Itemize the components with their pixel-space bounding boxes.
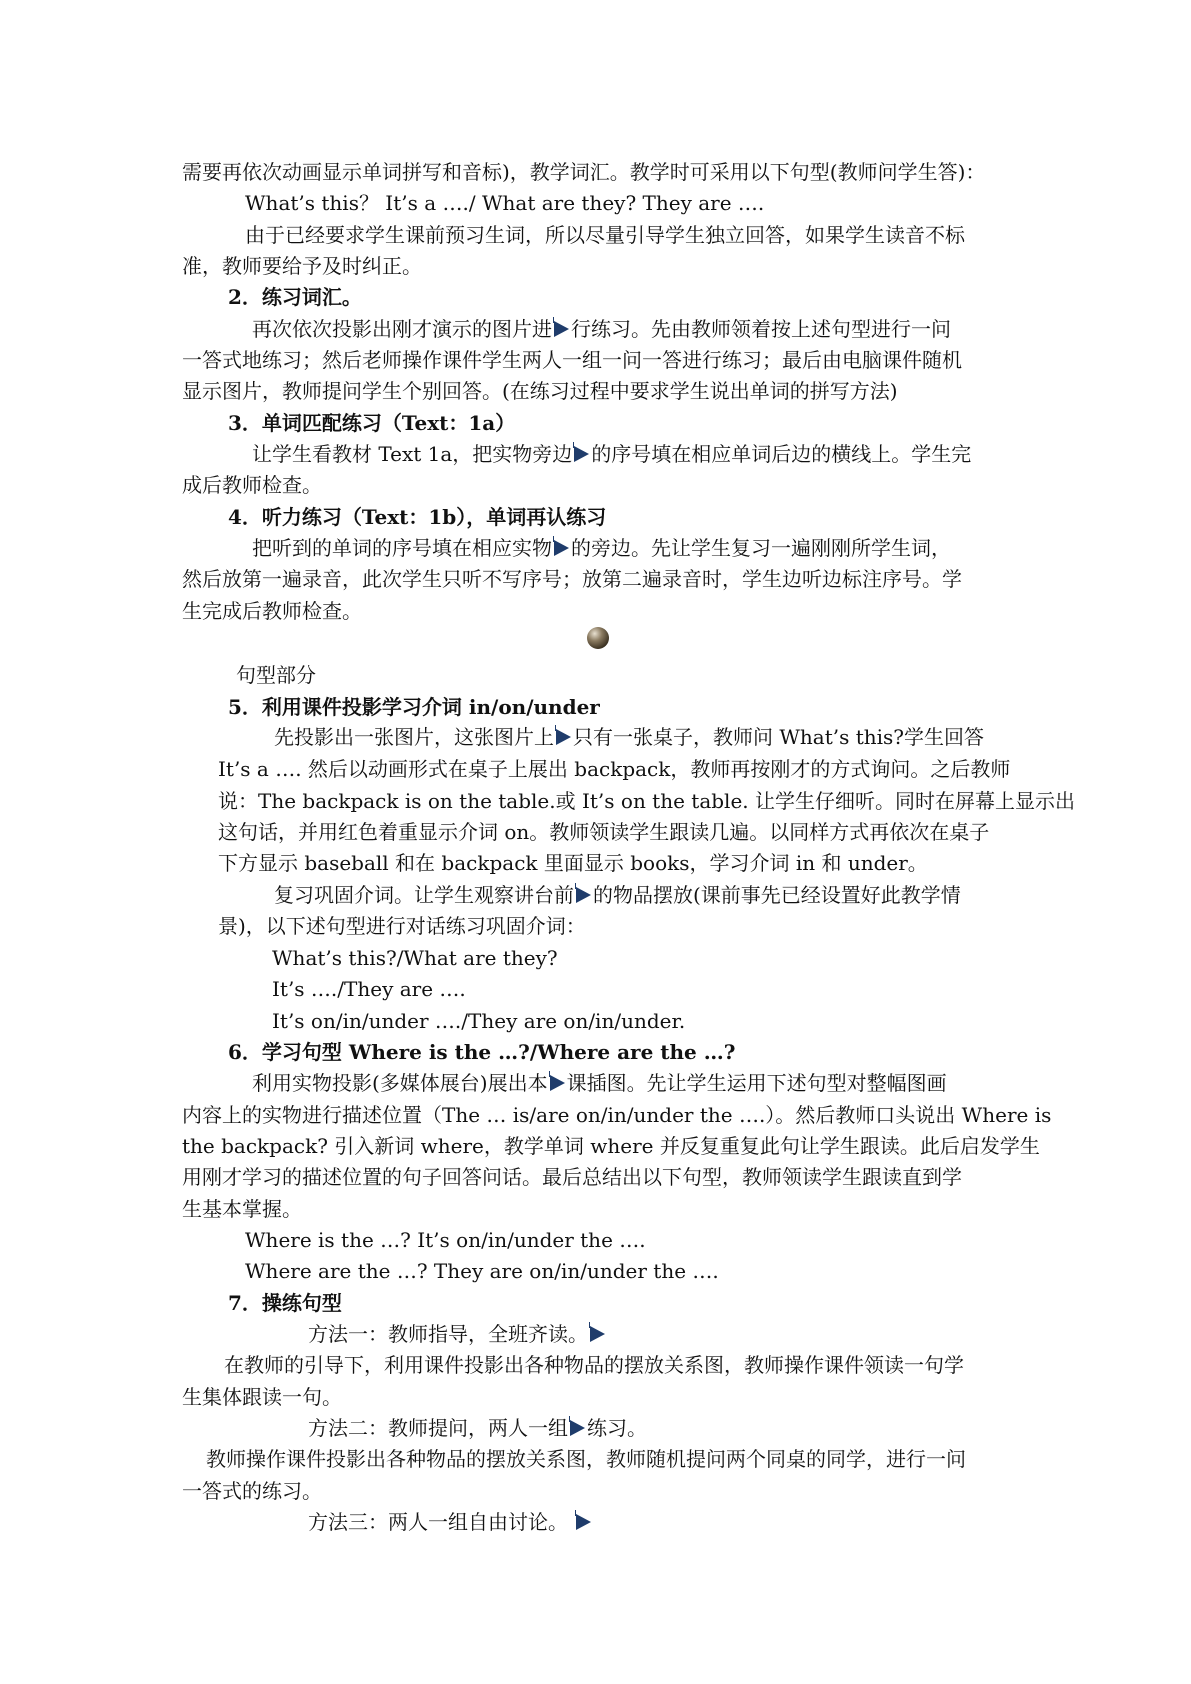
paragraph-line: 生完成后教师检查。 xyxy=(182,599,362,623)
section-heading: 3．单词匹配练习（Text：1a） xyxy=(228,411,516,435)
play-icon[interactable] xyxy=(590,1326,605,1342)
paragraph-line: 景)，以下述句型进行对话练习巩固介词： xyxy=(218,914,586,938)
play-icon[interactable] xyxy=(554,540,569,556)
method-line xyxy=(308,1413,647,1443)
line-text: 行练习。先由教师领着按上述句型进行一问 xyxy=(571,317,951,341)
paragraph-line: 生基本掌握。 xyxy=(182,1197,302,1221)
paragraph-line: It’s a …. 然后以动画形式在桌子上展出 backpack，教师再按刚才的方式询问。之后教师 xyxy=(218,757,1011,781)
paragraph-line xyxy=(252,314,951,344)
paragraph-line: 说：The backpack is on the table.或 It’s on the table. 让学生仔细听。同时在屏幕上显示出 xyxy=(218,789,1076,813)
paragraph-line: 教师操作课件投影出各种物品的摆放关系图，教师随机提问两个同桌的同学，进行一问 xyxy=(206,1447,966,1471)
line-text: 让学生看教材 Text 1a，把实物旁边 xyxy=(252,442,573,466)
play-icon[interactable] xyxy=(556,729,571,745)
line-text: 的序号填在相应单词后边的横线上。学生完 xyxy=(591,442,972,466)
sentence-pattern: Where is the …? It’s on/in/under the …. xyxy=(245,1228,646,1252)
line-text: 复习巩固介词。让学生观察讲台前 xyxy=(274,883,574,907)
line-text: 把听到的单词的序号填在相应实物 xyxy=(252,536,552,560)
play-icon[interactable] xyxy=(576,1514,591,1530)
section-heading: 5．利用课件投影学习介词 in/on/under xyxy=(228,695,600,719)
sentence-pattern: It’s on/in/under …./They are on/in/under. xyxy=(272,1009,686,1033)
paragraph-line: 由于已经要求学生课前预习生词，所以尽量引导学生独立回答，如果学生读音不标 xyxy=(245,223,965,247)
paragraph-line: 用刚才学习的描述位置的句子回答问话。最后总结出以下句型，教师领读学生跟读直到学 xyxy=(182,1165,962,1189)
line-text: 先投影出一张图片，这张图片上 xyxy=(274,725,554,749)
paragraph-line: 准，教师要给予及时纠正。 xyxy=(182,254,422,278)
line-text: 课插图。先让学生运用下述句型对整幅图画 xyxy=(566,1071,947,1095)
play-icon[interactable] xyxy=(574,446,589,462)
line-text: 再次依次投影出刚才演示的图片进 xyxy=(252,317,552,341)
paragraph-line: 在教师的引导下，利用课件投影出各种物品的摆放关系图，教师操作课件领读一句学 xyxy=(224,1353,964,1377)
paragraph-line: 内容上的实物进行描述位置（The … is/are on/in/under the ….）。然后教师口头说出 Where is xyxy=(182,1103,1052,1127)
line-text: 方法二：教师提问，两人一组 xyxy=(308,1416,568,1440)
play-icon[interactable] xyxy=(550,1075,565,1091)
paragraph-line: 生集体跟读一句。 xyxy=(182,1385,342,1409)
line-text: 练习。 xyxy=(587,1416,647,1440)
paragraph-line: 这句话，并用红色着重显示介词 on。教师领读学生跟读几遍。以同样方式再依次在桌子 xyxy=(218,820,990,844)
sentence-pattern: What’s this？ It’s a …./ What are they? They are …. xyxy=(245,191,765,215)
paragraph-line xyxy=(274,722,984,752)
paragraph-line: 一答式地练习；然后老师操作课件学生两人一组一问一答进行练习；最后由电脑课件随机 xyxy=(182,348,962,372)
paragraph-line: 然后放第一遍录音，此次学生只听不写序号；放第二遍录音时，学生边听边标注序号。学 xyxy=(182,567,962,591)
section-heading: 7．操练句型 xyxy=(228,1291,342,1315)
method-line xyxy=(308,1507,593,1537)
paragraph-line xyxy=(252,439,971,469)
paragraph-line: the backpack? 引入新词 where，教学单词 where 并反复重复此句让学生跟读。此后启发学生 xyxy=(182,1134,1040,1158)
paragraph-line xyxy=(274,880,961,910)
line-text: 的旁边。先让学生复习一遍刚刚所学生词， xyxy=(571,536,951,560)
paragraph-line: 一答式的练习。 xyxy=(182,1479,322,1503)
line-text: 利用实物投影(多媒体展台)展出本 xyxy=(252,1071,548,1095)
line-text: 的物品摆放(课前事先已经设置好此教学情 xyxy=(593,883,961,907)
paragraph-line: 成后教师检查。 xyxy=(182,473,322,497)
bullet-ball-icon xyxy=(587,627,609,649)
paragraph-line: 需要再依次动画显示单词拼写和音标)，教学词汇。教学时可采用以下句型(教师问学生答)： xyxy=(182,160,986,184)
paragraph-line xyxy=(252,533,951,563)
paragraph-line: 显示图片，教师提问学生个别回答。(在练习过程中要求学生说出单词的拼写方法) xyxy=(182,379,898,403)
method-line xyxy=(308,1319,607,1349)
section-title: 句型部分 xyxy=(236,663,316,687)
play-icon[interactable] xyxy=(554,321,569,337)
sentence-pattern: Where are the …? They are on/in/under the …. xyxy=(245,1259,719,1283)
line-text: 只有一张桌子，教师问 What’s this?学生回答 xyxy=(573,725,985,749)
section-heading: 4．听力练习（Text：1b），单词再认练习 xyxy=(228,505,607,529)
line-text: 方法一：教师指导，全班齐读。 xyxy=(308,1322,588,1346)
sentence-pattern: What’s this?/What are they? xyxy=(272,946,558,970)
play-icon[interactable] xyxy=(570,1420,585,1436)
section-heading: 2．练习词汇。 xyxy=(228,285,362,309)
paragraph-line xyxy=(252,1068,947,1098)
line-text: 方法三：两人一组自由讨论。 xyxy=(308,1510,568,1534)
paragraph-line: 下方显示 baseball 和在 backpack 里面显示 books，学习介词 in 和 under。 xyxy=(218,851,928,875)
play-icon[interactable] xyxy=(576,887,591,903)
section-heading: 6．学习句型 Where is the …?/Where are the …? xyxy=(228,1040,736,1064)
sentence-pattern: It’s …./They are …. xyxy=(272,977,466,1001)
